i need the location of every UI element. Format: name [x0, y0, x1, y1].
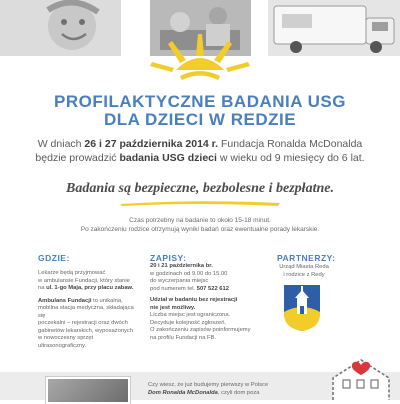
gdzie-line: mobilna stacja medyczna, składająca się [38, 305, 134, 319]
ambulance-image [268, 0, 400, 56]
bottom-line [148, 389, 328, 397]
gdzie-line: poczekalni – rejestracji oraz dwóch [38, 320, 128, 326]
gdzie-line: w ambulansie Fundacji, który stanie [38, 277, 130, 284]
headline-line-2: DLA DZIECI W REDZIE [103, 110, 297, 129]
bottom-line: Czy wiesz, że już budujemy pierwszy w Polsce [148, 382, 269, 388]
gdzie-line: w nowoczesny sprzęt ultrasonograficzny. [38, 335, 94, 349]
zapisy-line: Liczba miejsc jest ograniczona. [150, 312, 231, 318]
gdzie-text-span: na [38, 285, 47, 291]
reda-coat-of-arms-icon [283, 284, 321, 332]
zapisy-line: do wyczerpania miejsc [150, 278, 209, 284]
note-line: Po zakończeniu rodzice otrzymują wyniki badań oraz ewentualne porady lekarskie. [80, 226, 320, 233]
exam-type: badania USG dzieci [119, 152, 217, 164]
zapisy-line [150, 286, 260, 294]
zapisy-dates: 20 i 21 października br. [150, 263, 213, 269]
intro-text: w wieku od 9 miesięcy do 6 lat. [216, 152, 365, 164]
gdzie-line [38, 298, 138, 306]
zapisy-line: w godzinach od 9.00 do 15.00 [150, 270, 228, 277]
exam-duration-note [0, 216, 400, 234]
bottom-text-span: , czyli dom poza [217, 390, 260, 396]
gdzie-line: Lekarze będą przyjmować [38, 270, 106, 276]
zapisy-line: Decyduje kolejność zgłoszeń. [150, 319, 227, 326]
zapisy-line: na profilu Fundacji na FB. [150, 334, 217, 341]
headline-line-1: PROFILAKTYCZNE BADANIA USG [54, 92, 346, 111]
zapisy-text-span: pod numerem tel. [150, 285, 197, 292]
intro-text: będzie prowadzić [35, 152, 120, 164]
intro-text: Fundacja Ronalda McDonalda [218, 138, 363, 150]
gdzie-line: gabinetów lekarskich, wyposażonych [38, 327, 134, 334]
partnerzy-text [268, 264, 340, 279]
note-line: Czas potrzebny na badanie to około 15-18 minut. [129, 217, 271, 224]
gdzie-heading: GDZIE: [38, 253, 70, 263]
ambulance-label: Ambulans Fundacji [38, 297, 92, 304]
partnerzy-heading: PARTNERZY: [277, 253, 336, 263]
partner-line: Urząd Miasta Reda [279, 264, 329, 270]
exam-dates: 26 i 27 października 2014 r. [84, 138, 219, 150]
partner-line: i rodzice z Redy [283, 271, 325, 278]
gdzie-line [38, 285, 138, 293]
phone-number[interactable]: 507 522 612 [196, 285, 229, 292]
child-face-image [0, 0, 121, 56]
gdzie-text-span: to unikalna, [91, 297, 123, 304]
zapisy-line: nie jest możliwy. [150, 304, 196, 311]
zapisy-heading: ZAPISY: [150, 253, 187, 263]
sun-decoration-icon [140, 26, 260, 94]
house-heart-icon [325, 356, 397, 400]
intro-text: W dniach [37, 138, 85, 150]
gdzie-text [38, 270, 138, 350]
bottom-text [148, 381, 328, 397]
zapisy-line: Udział w badaniu bez rejestracji [150, 297, 238, 303]
zapisy-text [150, 263, 260, 342]
slogan-underline-brush [118, 199, 282, 207]
zapisy-line: O zakończeniu zapisów poinformujemy [150, 327, 251, 333]
ambulance-photo [268, 0, 400, 56]
intro-paragraph [30, 137, 370, 165]
ronald-house-name: Dom Ronalda McDonalda [148, 390, 218, 396]
gdzie-address: ul. 1-go Maja, przy placu zabaw. [46, 285, 134, 291]
slogan: Badania są bezpieczne, bezbolesne i bezpłatne. [66, 181, 334, 196]
child-photo [0, 0, 121, 56]
